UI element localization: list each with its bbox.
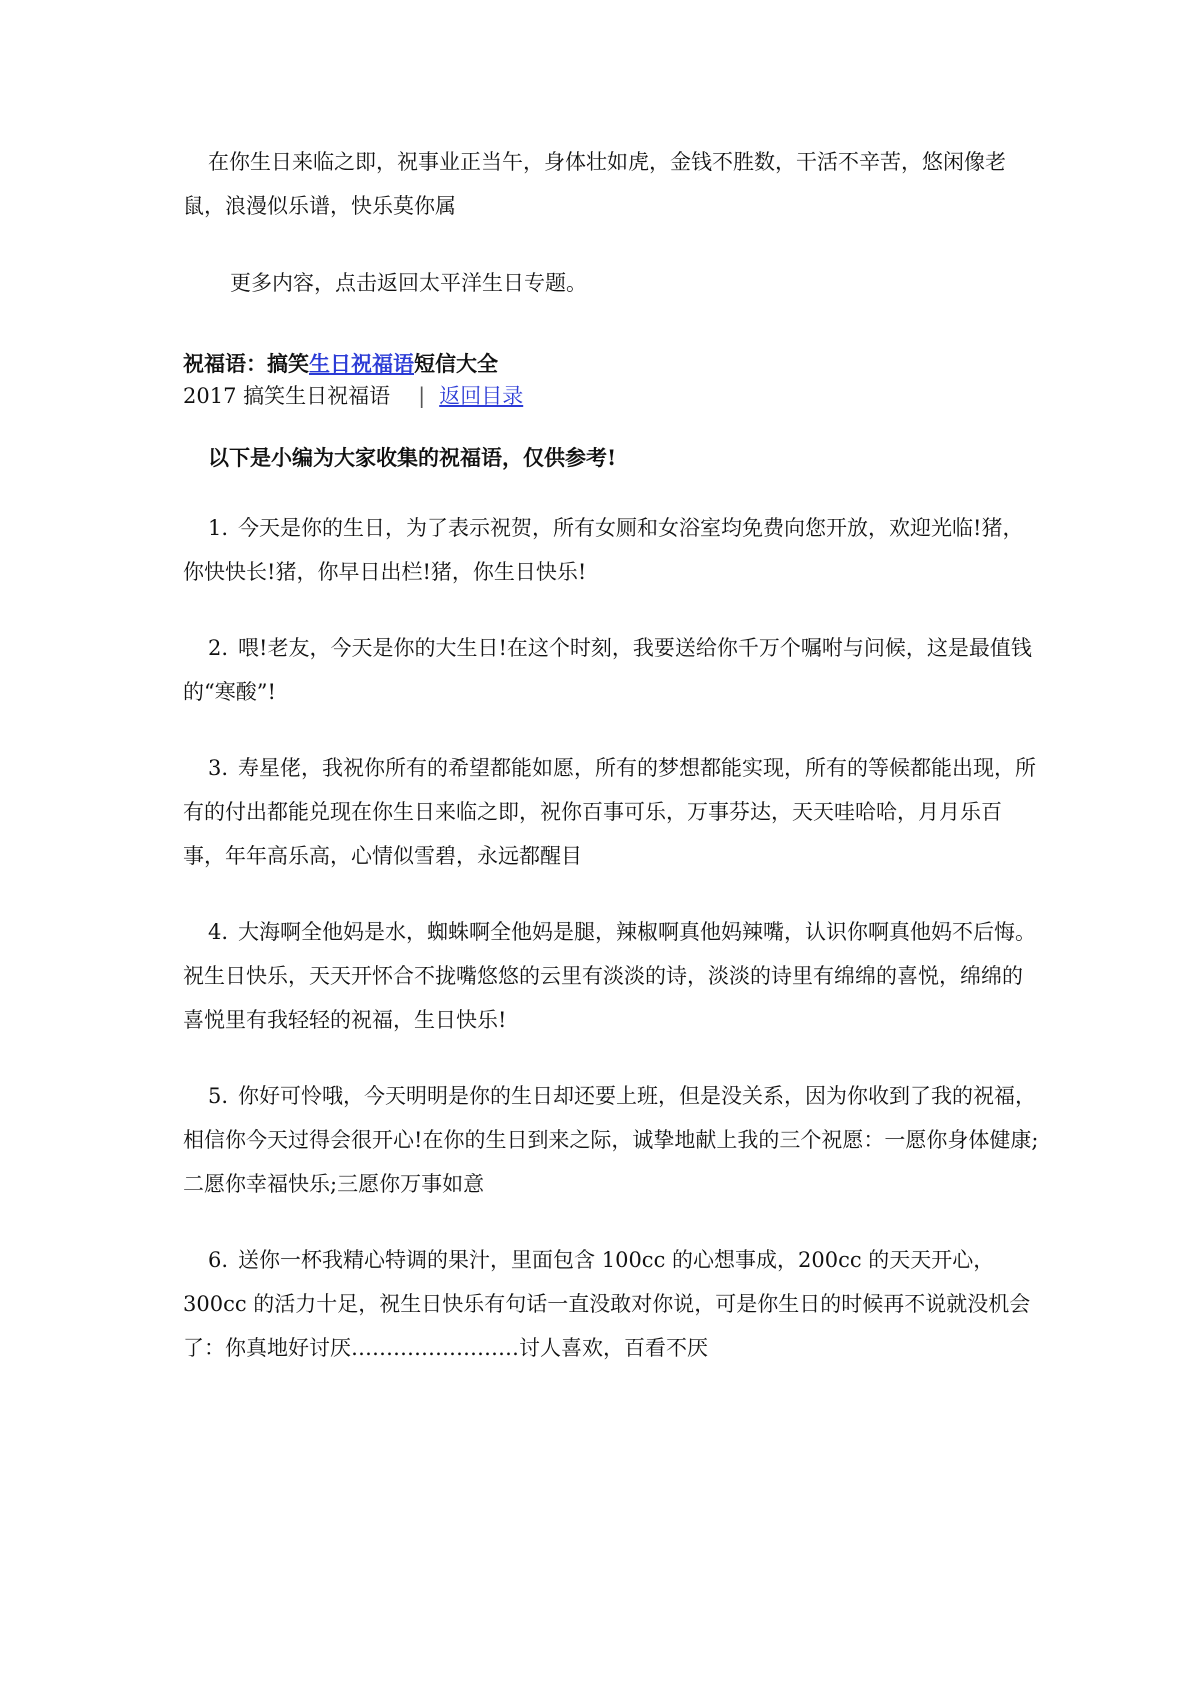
page-title — [183, 348, 1040, 380]
item-number: 2. — [208, 636, 229, 660]
item-number: 5. — [208, 1084, 229, 1108]
item-text: 送你一杯我精心特调的果汁，里面包含 100cc 的心想事成，200cc 的天天开心，300cc 的活力十足，祝生日快乐有句话一直没敢对你说，可是你生日的时候再不说就没机会了：你真地好讨厌……………………讨人喜欢，百看不厌 — [183, 1248, 1031, 1360]
item-number: 1. — [208, 516, 229, 540]
list-item — [183, 1074, 1040, 1206]
item-text: 今天是你的生日，为了表示祝贺，所有女厕和女浴室均免费向您开放，欢迎光临!猪，你快快长!猪，你早日出栏!猪，你生日快乐! — [183, 516, 1024, 584]
list-item — [183, 506, 1040, 594]
title-prefix: 祝福语：搞笑 — [183, 351, 309, 376]
item-number: 6. — [208, 1248, 229, 1272]
more-content-text: 更多内容，点击返回太平洋生日专题。 — [230, 271, 587, 295]
item-text: 大海啊全他妈是水，蜘蛛啊全他妈是腿，辣椒啊真他妈辣嘴，认识你啊真他妈不后悔。祝生日快乐，天天开怀合不拢嘴悠悠的云里有淡淡的诗，淡淡的诗里有绵绵的喜悦，绵绵的喜悦里有我轻轻的祝福，生日快乐! — [183, 920, 1037, 1032]
lead-text: 以下是小编为大家收集的祝福语，仅供参考! — [208, 445, 617, 470]
title-birthday-link[interactable]: 生日祝福语 — [309, 351, 414, 376]
item-text: 寿星佬，我祝你所有的希望都能如愿，所有的梦想都能实现，所有的等候都能出现，所有的付出都能兑现在你生日来临之即，祝你百事可乐，万事芬达，天天哇哈哈，月月乐百事，年年高乐高，心情似雪碧，永远都醒目 — [183, 756, 1037, 868]
subtitle-separator: | — [418, 384, 426, 408]
title-suffix: 短信大全 — [414, 351, 498, 376]
back-to-contents-link[interactable]: 返回目录 — [439, 384, 524, 408]
list-item — [183, 746, 1040, 878]
subtitle-text: 2017 搞笑生日祝福语 — [183, 384, 391, 408]
list-item — [183, 910, 1040, 1042]
item-text: 喂!老友，今天是你的大生日!在这个时刻，我要送给你千万个嘱咐与问候，这是最值钱的“寒酸”! — [183, 636, 1032, 704]
intro-paragraph: 在你生日来临之即，祝事业正当午，身体壮如虎，金钱不胜数，干活不辛苦，悠闲像老鼠，浪漫似乐谱，快乐莫你属 — [183, 150, 1006, 218]
item-number: 4. — [208, 920, 229, 944]
list-item — [183, 1238, 1040, 1370]
blessing-list — [183, 506, 1040, 1370]
list-item — [183, 626, 1040, 714]
item-number: 3. — [208, 756, 229, 780]
item-text: 你好可怜哦，今天明明是你的生日却还要上班，但是没关系，因为你收到了我的祝福，相信你今天过得会很开心!在你的生日到来之际，诚挚地献上我的三个祝愿：一愿你身体健康;二愿你幸福快乐;三愿你万事如意 — [183, 1084, 1039, 1196]
subtitle-line — [183, 380, 1040, 412]
